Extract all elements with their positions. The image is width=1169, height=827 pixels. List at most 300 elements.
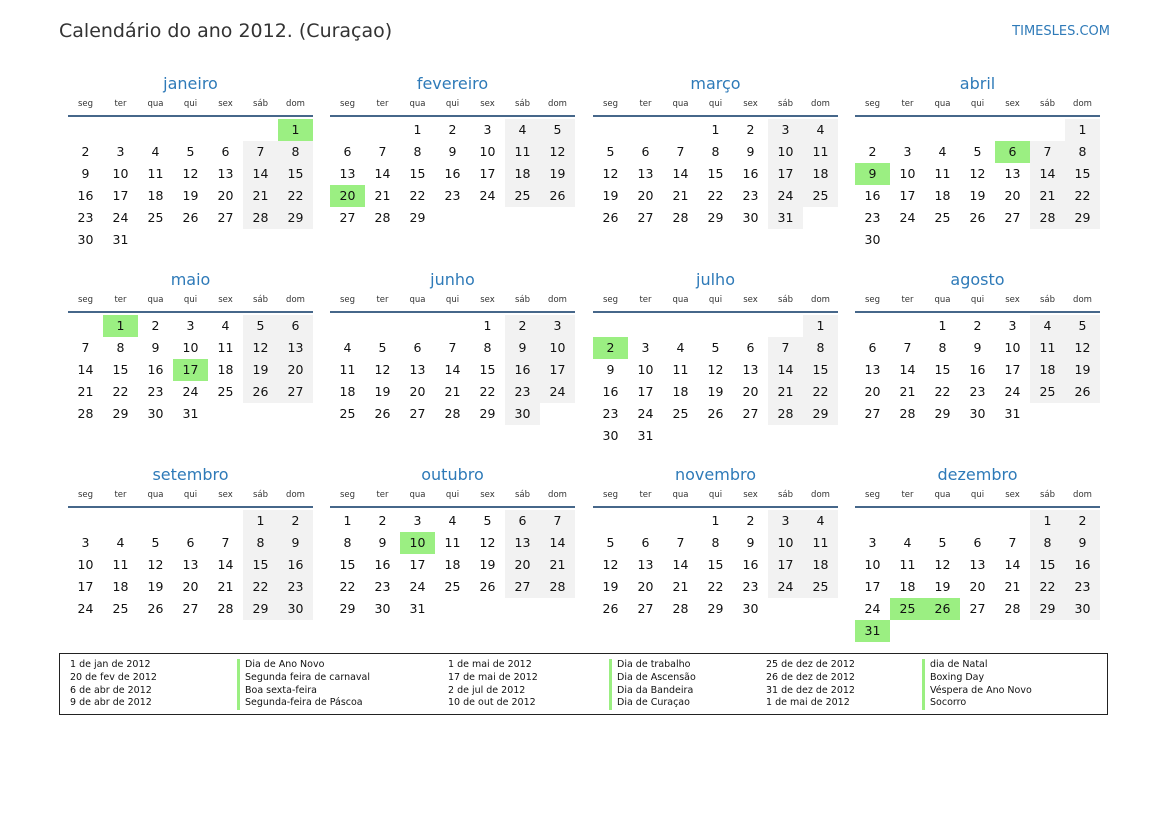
day-cell: 5: [606, 144, 615, 159]
day-cell: 2: [151, 318, 160, 333]
day-cell: 10: [182, 340, 199, 355]
day-cell: 24: [1004, 384, 1021, 399]
day-cell: 26: [479, 579, 496, 594]
weekday-label: sex: [218, 295, 233, 305]
day-cell: 7: [540, 510, 575, 532]
weekday-header: [855, 488, 1100, 508]
day-cell: 7: [81, 340, 90, 355]
day-cell: 16: [602, 384, 619, 399]
day-cell: 29: [707, 601, 724, 616]
weekday-label: qua: [409, 490, 426, 500]
legend-holiday: Dia de Ascensão: [609, 672, 696, 685]
empty-cell: [68, 315, 103, 337]
day-cell: 23: [444, 188, 461, 203]
day-cell: 20: [637, 188, 654, 203]
day-cell: 12: [540, 141, 575, 163]
day-cell: 6: [746, 340, 755, 355]
weekday-header: [593, 97, 838, 117]
day-cell: 28: [899, 406, 916, 421]
day-cell: 7: [378, 144, 387, 159]
weekday-label: qua: [672, 99, 689, 109]
day-cell: 18: [899, 579, 916, 594]
day-cell: 3: [483, 122, 492, 137]
weekday-label: qua: [147, 99, 164, 109]
day-cell: 2: [448, 122, 457, 137]
day-cell: 27: [278, 381, 313, 403]
day-cell: 23: [278, 576, 313, 598]
weekday-label: ter: [639, 99, 652, 109]
day-cell: 30: [374, 601, 391, 616]
weekday-label: seg: [602, 295, 619, 305]
weekday-label: seg: [339, 490, 356, 500]
day-cell: 4: [676, 340, 685, 355]
day-cell: 18: [1030, 359, 1065, 381]
day-cell: 26: [540, 185, 575, 207]
day-cell: 19: [602, 579, 619, 594]
empty-cell: [663, 315, 698, 337]
weekday-label: sex: [743, 295, 758, 305]
day-cell: 6: [413, 340, 422, 355]
day-cell: 22: [479, 384, 496, 399]
day-cell: 30: [742, 210, 759, 225]
weekday-label: qui: [970, 99, 985, 109]
day-cell: 11: [899, 557, 916, 572]
month-maio: [68, 269, 313, 425]
month-julho: [593, 269, 838, 447]
days-grid: [68, 315, 313, 425]
weekday-label: sex: [1005, 490, 1020, 500]
day-cell: 27: [505, 576, 540, 598]
day-cell: 18: [112, 579, 129, 594]
weekday-label: ter: [114, 295, 127, 305]
day-cell: 27: [182, 601, 199, 616]
day-cell: 23: [969, 384, 986, 399]
day-cell: 17: [540, 359, 575, 381]
day-cell: 25: [1030, 381, 1065, 403]
weekday-label: sáb: [777, 99, 794, 109]
day-cell: 23: [864, 210, 881, 225]
weekday-label: sáb: [1039, 490, 1056, 500]
legend-holiday: Dia de Ano Novo: [237, 659, 370, 672]
weekday-label: sáb: [777, 490, 794, 500]
day-cell: 5: [186, 144, 195, 159]
empty-cell: [243, 119, 278, 141]
legend-holiday: dia de Natal: [922, 659, 1032, 672]
day-cell: 1: [711, 122, 720, 137]
weekday-header: [68, 293, 313, 313]
day-cell: 14: [1004, 557, 1021, 572]
empty-cell: [960, 510, 995, 532]
day-cell: 11: [444, 535, 461, 550]
empty-cell: [103, 510, 138, 532]
legend-holiday: Véspera de Ano Novo: [922, 685, 1032, 698]
holiday-day-cell: 1: [278, 119, 313, 141]
page-title: Calendário do ano 2012. (Curaçao): [59, 20, 393, 42]
day-cell: 22: [707, 579, 724, 594]
day-cell: 1: [803, 315, 838, 337]
empty-cell: [698, 315, 733, 337]
weekday-label: ter: [114, 490, 127, 500]
empty-cell: [960, 119, 995, 141]
month-title: março: [690, 74, 741, 93]
weekday-label: qua: [672, 490, 689, 500]
day-cell: 29: [339, 601, 356, 616]
day-cell: 5: [711, 340, 720, 355]
day-cell: 21: [899, 384, 916, 399]
empty-cell: [1030, 119, 1065, 141]
holiday-day-cell: 2: [593, 337, 628, 359]
empty-cell: [330, 119, 365, 141]
day-cell: 27: [742, 406, 759, 421]
day-cell: 15: [243, 554, 278, 576]
day-cell: 4: [505, 119, 540, 141]
day-cell: 6: [343, 144, 352, 159]
weekday-label: sex: [1005, 99, 1020, 109]
day-cell: 4: [343, 340, 352, 355]
empty-cell: [593, 510, 628, 532]
month-junho: [330, 269, 575, 425]
legend-date: 9 de abr de 2012: [70, 697, 152, 709]
day-cell: 23: [77, 210, 94, 225]
month-title: fevereiro: [416, 74, 489, 93]
weekday-label: dom: [1073, 295, 1092, 305]
day-cell: 21: [540, 554, 575, 576]
day-cell: 30: [77, 232, 94, 247]
day-cell: 13: [637, 166, 654, 181]
day-cell: 6: [973, 535, 982, 550]
month-title: janeiro: [163, 74, 218, 93]
day-cell: 13: [182, 557, 199, 572]
day-cell: 12: [374, 362, 391, 377]
weekday-label: dom: [548, 490, 567, 500]
day-cell: 26: [374, 406, 391, 421]
day-cell: 10: [112, 166, 129, 181]
day-cell: 20: [742, 384, 759, 399]
day-cell: 18: [339, 384, 356, 399]
day-cell: 12: [243, 337, 278, 359]
empty-cell: [663, 510, 698, 532]
day-cell: 28: [217, 601, 234, 616]
empty-cell: [733, 315, 768, 337]
day-cell: 15: [1065, 163, 1100, 185]
day-cell: 12: [147, 557, 164, 572]
day-cell: 21: [672, 579, 689, 594]
month-title: agosto: [950, 270, 1005, 289]
empty-cell: [173, 510, 208, 532]
month-title: julho: [696, 270, 735, 289]
weekday-label: sáb: [252, 99, 269, 109]
day-cell: 27: [217, 210, 234, 225]
day-cell: 19: [934, 579, 951, 594]
weekday-label: qui: [708, 99, 723, 109]
day-cell: 30: [742, 601, 759, 616]
day-cell: 23: [505, 381, 540, 403]
weekday-label: ter: [901, 295, 914, 305]
day-cell: 15: [339, 557, 356, 572]
day-cell: 21: [77, 384, 94, 399]
day-cell: 27: [1004, 210, 1021, 225]
month-setembro: [68, 464, 313, 620]
day-cell: 29: [278, 207, 313, 229]
day-cell: 4: [221, 318, 230, 333]
weekday-label: sex: [743, 490, 758, 500]
day-cell: 12: [479, 535, 496, 550]
legend-holiday: Boa sexta-feira: [237, 685, 370, 698]
day-cell: 20: [864, 384, 881, 399]
day-cell: 19: [182, 188, 199, 203]
days-grid: [855, 119, 1100, 251]
weekday-label: qui: [183, 295, 198, 305]
month-abril: [855, 73, 1100, 251]
day-cell: 14: [243, 163, 278, 185]
day-cell: 19: [479, 557, 496, 572]
day-cell: 1: [938, 318, 947, 333]
weekday-header: [855, 293, 1100, 313]
month-title: junho: [430, 270, 475, 289]
day-cell: 13: [969, 557, 986, 572]
weekday-label: qua: [147, 490, 164, 500]
day-cell: 20: [217, 188, 234, 203]
day-cell: 13: [1004, 166, 1021, 181]
weekday-label: seg: [864, 295, 881, 305]
day-cell: 16: [969, 362, 986, 377]
holiday-day-cell: 9: [855, 163, 890, 185]
weekday-label: qua: [409, 295, 426, 305]
weekday-label: qui: [445, 295, 460, 305]
day-cell: 28: [1030, 207, 1065, 229]
holiday-day-cell: 1: [103, 315, 138, 337]
day-cell: 7: [1008, 535, 1017, 550]
day-cell: 26: [602, 210, 619, 225]
day-cell: 10: [479, 144, 496, 159]
day-cell: 9: [378, 535, 387, 550]
day-cell: 24: [479, 188, 496, 203]
weekday-label: qua: [409, 99, 426, 109]
day-cell: 30: [278, 598, 313, 620]
legend-date: 20 de fev de 2012: [70, 671, 157, 683]
empty-cell: [855, 315, 890, 337]
weekday-label: qui: [970, 295, 985, 305]
weekday-header: [330, 293, 575, 313]
legend-date: 1 de mai de 2012: [448, 659, 532, 670]
day-cell: 27: [637, 601, 654, 616]
days-grid: [855, 315, 1100, 425]
day-cell: 9: [606, 362, 615, 377]
empty-cell: [103, 119, 138, 141]
day-cell: 14: [540, 532, 575, 554]
day-cell: 16: [505, 359, 540, 381]
day-cell: 18: [444, 557, 461, 572]
empty-cell: [663, 119, 698, 141]
legend-names-1: [237, 659, 370, 710]
day-cell: 26: [243, 381, 278, 403]
empty-cell: [768, 315, 803, 337]
day-cell: 29: [707, 210, 724, 225]
weekday-label: dom: [811, 99, 830, 109]
day-cell: 2: [973, 318, 982, 333]
day-cell: 17: [637, 384, 654, 399]
weekday-label: seg: [77, 99, 94, 109]
legend-holiday: Dia da Bandeira: [609, 685, 696, 698]
empty-cell: [400, 315, 435, 337]
weekday-label: ter: [376, 490, 389, 500]
weekday-label: sáb: [777, 295, 794, 305]
day-cell: 28: [374, 210, 391, 225]
day-cell: 14: [217, 557, 234, 572]
day-cell: 31: [1004, 406, 1021, 421]
day-cell: 30: [147, 406, 164, 421]
day-cell: 8: [711, 144, 720, 159]
day-cell: 25: [444, 579, 461, 594]
empty-cell: [925, 510, 960, 532]
day-cell: 11: [803, 141, 838, 163]
day-cell: 27: [339, 210, 356, 225]
day-cell: 11: [672, 362, 689, 377]
day-cell: 23: [742, 579, 759, 594]
weekday-label: qui: [183, 490, 198, 500]
weekday-label: sex: [480, 99, 495, 109]
legend-date: 1 de mai de 2012: [766, 697, 850, 709]
month-title: setembro: [152, 465, 229, 484]
day-cell: 3: [903, 144, 912, 159]
day-cell: 25: [803, 576, 838, 598]
weekday-label: ter: [639, 490, 652, 500]
day-cell: 10: [864, 557, 881, 572]
month-title: abril: [959, 74, 996, 93]
days-grid: [855, 510, 1100, 642]
empty-cell: [138, 510, 173, 532]
empty-cell: [593, 119, 628, 141]
day-cell: 19: [243, 359, 278, 381]
day-cell: 17: [899, 188, 916, 203]
day-cell: 29: [112, 406, 129, 421]
day-cell: 30: [969, 406, 986, 421]
legend-holiday: Segunda-feira de Páscoa: [237, 697, 370, 710]
days-grid: [593, 510, 838, 620]
day-cell: 13: [409, 362, 426, 377]
day-cell: 24: [637, 406, 654, 421]
month-title: outubro: [421, 465, 484, 484]
legend-holiday: Dia de Curaçao: [609, 697, 696, 710]
day-cell: 31: [637, 428, 654, 443]
day-cell: 31: [409, 601, 426, 616]
month-março: [593, 73, 838, 229]
day-cell: 2: [505, 315, 540, 337]
day-cell: 23: [374, 579, 391, 594]
day-cell: 21: [768, 381, 803, 403]
month-title: dezembro: [937, 465, 1018, 484]
day-cell: 23: [602, 406, 619, 421]
legend-date: 2 de jul de 2012: [448, 684, 526, 696]
legend-date: 17 de mai de 2012: [448, 671, 538, 683]
day-cell: 5: [973, 144, 982, 159]
days-grid: [68, 510, 313, 620]
day-cell: 31: [112, 232, 129, 247]
empty-cell: [628, 119, 663, 141]
day-cell: 7: [676, 144, 685, 159]
day-cell: 4: [151, 144, 160, 159]
day-cell: 22: [112, 384, 129, 399]
day-cell: 22: [278, 185, 313, 207]
empty-cell: [208, 510, 243, 532]
weekday-label: qui: [708, 295, 723, 305]
weekday-label: seg: [77, 295, 94, 305]
day-cell: 15: [409, 166, 426, 181]
day-cell: 28: [77, 406, 94, 421]
month-agosto: [855, 269, 1100, 425]
empty-cell: [925, 119, 960, 141]
month-janeiro: [68, 73, 313, 251]
day-cell: 15: [803, 359, 838, 381]
empty-cell: [138, 119, 173, 141]
weekday-label: qua: [934, 99, 951, 109]
day-cell: 3: [1008, 318, 1017, 333]
weekday-label: dom: [811, 295, 830, 305]
weekday-label: dom: [548, 295, 567, 305]
weekday-label: qui: [445, 490, 460, 500]
day-cell: 5: [606, 535, 615, 550]
day-cell: 25: [112, 601, 129, 616]
days-grid: [330, 510, 575, 620]
day-cell: 27: [864, 406, 881, 421]
days-grid: [593, 315, 838, 447]
day-cell: 1: [711, 513, 720, 528]
day-cell: 19: [1065, 359, 1100, 381]
day-cell: 30: [505, 403, 540, 425]
weekday-label: ter: [901, 99, 914, 109]
day-cell: 28: [243, 207, 278, 229]
day-cell: 22: [934, 384, 951, 399]
day-cell: 21: [1030, 185, 1065, 207]
empty-cell: [173, 119, 208, 141]
day-cell: 9: [746, 144, 755, 159]
empty-cell: [435, 315, 470, 337]
day-cell: 18: [505, 163, 540, 185]
weekday-label: dom: [286, 490, 305, 500]
weekday-label: sex: [218, 490, 233, 500]
weekday-label: dom: [548, 99, 567, 109]
day-cell: 9: [81, 166, 90, 181]
day-cell: 31: [182, 406, 199, 421]
weekday-label: ter: [114, 99, 127, 109]
day-cell: 19: [969, 188, 986, 203]
empty-cell: [890, 119, 925, 141]
day-cell: 7: [676, 535, 685, 550]
day-cell: 8: [278, 141, 313, 163]
day-cell: 10: [637, 362, 654, 377]
day-cell: 25: [339, 406, 356, 421]
day-cell: 14: [672, 166, 689, 181]
site-link[interactable]: TIMESLES.COM: [1012, 24, 1110, 39]
weekday-header: [593, 488, 838, 508]
day-cell: 29: [243, 598, 278, 620]
day-cell: 2: [868, 144, 877, 159]
day-cell: 19: [602, 188, 619, 203]
day-cell: 22: [339, 579, 356, 594]
day-cell: 5: [540, 119, 575, 141]
legend-holiday: Socorro: [922, 697, 1032, 710]
day-cell: 3: [768, 510, 803, 532]
day-cell: 24: [409, 579, 426, 594]
day-cell: 11: [505, 141, 540, 163]
day-cell: 15: [112, 362, 129, 377]
day-cell: 15: [479, 362, 496, 377]
weekday-label: sáb: [252, 490, 269, 500]
day-cell: 12: [602, 166, 619, 181]
day-cell: 10: [1004, 340, 1021, 355]
day-cell: 25: [505, 185, 540, 207]
day-cell: 8: [938, 340, 947, 355]
